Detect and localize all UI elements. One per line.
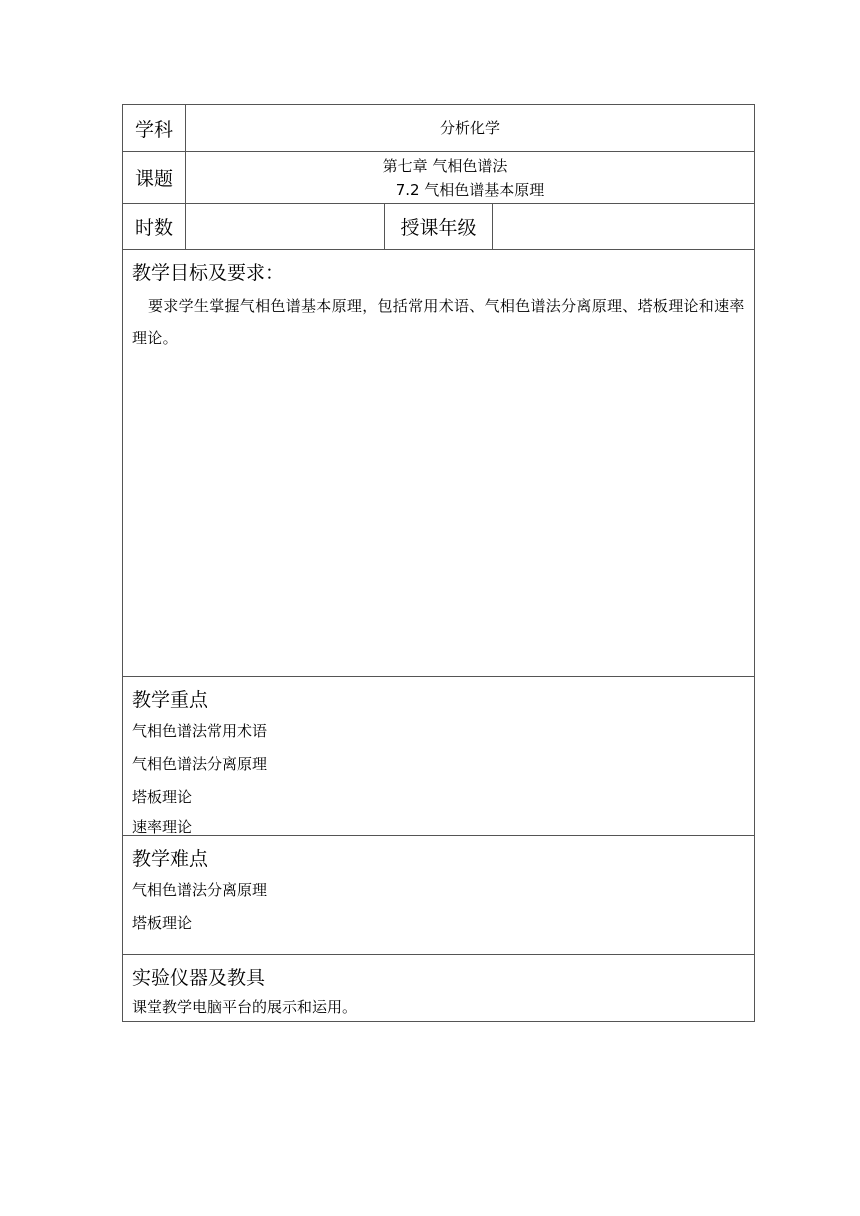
grade-label: 授课年级 <box>385 204 493 249</box>
topic-section: 7.2 气相色谱基本原理 <box>395 180 545 199</box>
difficulty-item: 气相色谱法分离原理 <box>132 881 268 899</box>
hours-value <box>186 204 385 249</box>
subject-row <box>123 105 754 152</box>
key-point-item: 气相色谱法分离原理 <box>132 755 268 773</box>
subject-value-text: 分析化学 <box>439 119 500 137</box>
objectives-title: 教学目标及要求： <box>132 262 285 284</box>
lesson-plan-table <box>122 104 755 1022</box>
difficulties-section <box>123 836 754 955</box>
key-point-item: 速率理论 <box>132 818 193 836</box>
equipment-section <box>123 955 754 1021</box>
topic-value <box>186 152 754 203</box>
topic-label: 课题 <box>123 152 186 203</box>
objectives-section <box>123 250 754 677</box>
subject-value <box>186 105 754 151</box>
equipment-text: 课堂教学电脑平台的展示和运用。 <box>132 998 358 1016</box>
topic-row <box>123 152 754 204</box>
hours-grade-row <box>123 204 754 250</box>
hours-label: 时数 <box>123 204 186 249</box>
grade-value <box>493 204 754 249</box>
subject-label: 学科 <box>123 105 186 151</box>
objectives-text: 要求学生掌握气相色谱基本原理，包括常用术语、气相色谱法分离原理、塔板理论和速率理论。 <box>132 297 745 347</box>
topic-chapter: 第七章 气相色谱法 <box>382 156 508 175</box>
key-point-item: 气相色谱法常用术语 <box>132 722 268 740</box>
difficulties-title: 教学难点 <box>132 848 209 870</box>
difficulty-item: 塔板理论 <box>132 914 193 932</box>
key-points-title: 教学重点 <box>132 689 209 711</box>
key-points-section <box>123 677 754 836</box>
key-point-item: 塔板理论 <box>132 788 193 806</box>
equipment-title: 实验仪器及教具 <box>132 967 266 989</box>
